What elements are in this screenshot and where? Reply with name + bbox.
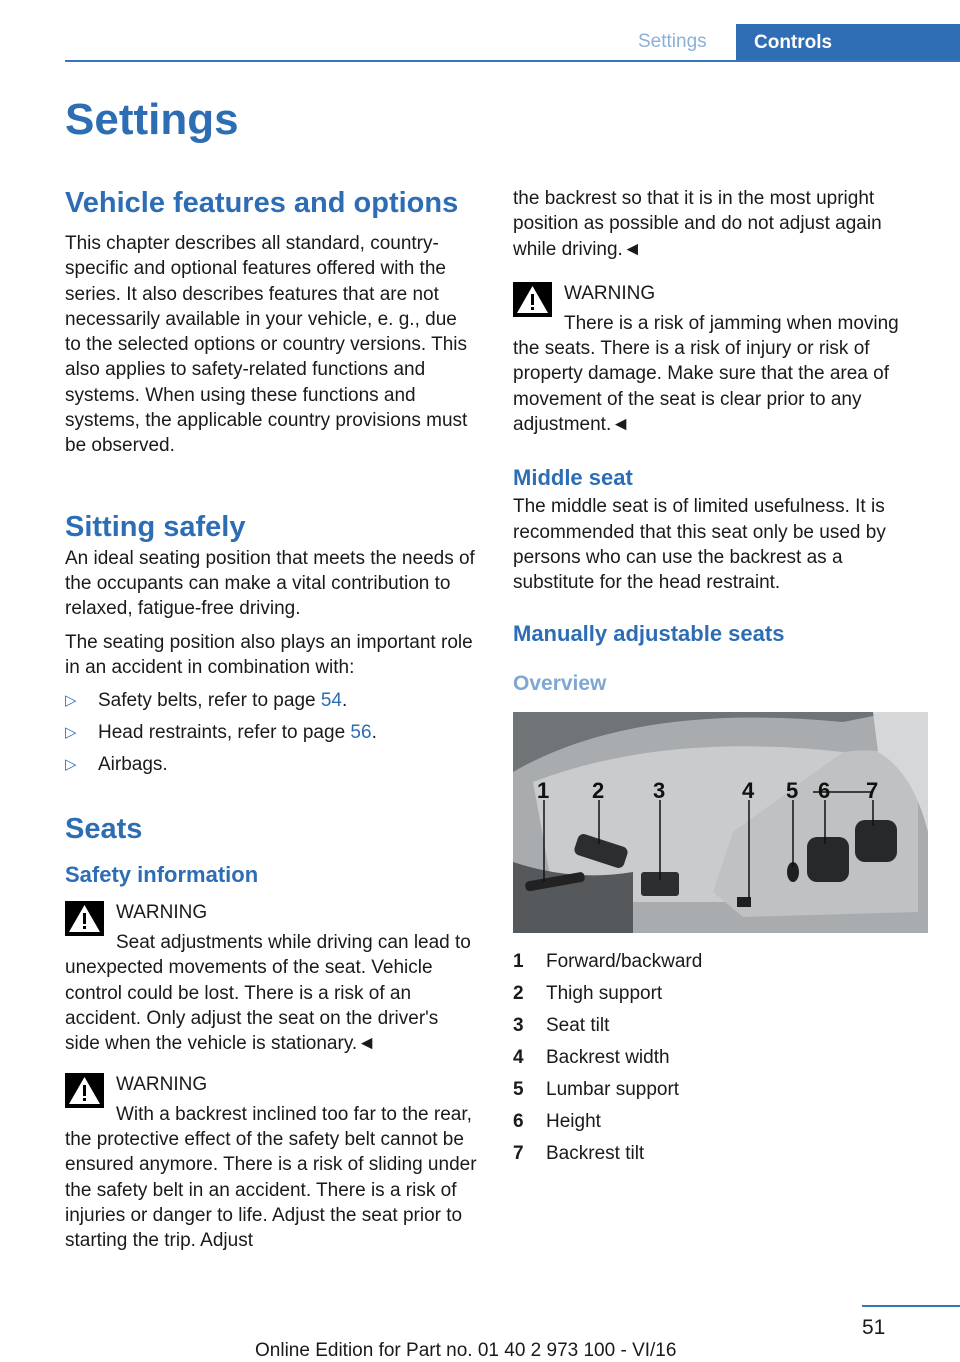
legend-item: 7 Backrest tilt <box>513 1142 645 1164</box>
callout-5: 5 <box>786 777 799 803</box>
bullet-triangle-icon: ▷ <box>65 692 77 710</box>
seat-controls-photo <box>513 712 928 933</box>
warning-block <box>65 899 477 1056</box>
list-item: ▷ Safety belts, refer to page 54. <box>65 690 348 712</box>
callout-7: 7 <box>866 777 879 803</box>
middle-seat-text: The middle seat is of limited usefulness. It is recommended that this seat only be used by persons who can use the backrest as a substitute for the head restraint. <box>513 496 886 594</box>
seat-controls-legend <box>513 946 928 1170</box>
callout-6: 6 <box>818 777 831 803</box>
sitting-safely-heading: Sitting safely <box>65 510 246 543</box>
legend-item: 5 Lumbar support <box>513 1078 680 1100</box>
middle-seat-heading: Middle seat <box>513 465 633 491</box>
callout-2: 2 <box>592 777 605 803</box>
warning-triangle-icon <box>65 1073 104 1108</box>
list-item: ▷ Head restraints, refer to page 56. <box>65 722 377 744</box>
page-number: 51 <box>862 1316 886 1339</box>
warning-triangle-icon <box>65 901 104 936</box>
warning-title: WARNING <box>564 282 656 304</box>
callout-3: 3 <box>653 777 666 803</box>
warning-triangle-icon <box>513 282 552 317</box>
left-column <box>65 185 477 1253</box>
warning-text: There is a risk of jamming when moving the seats. There is a risk of injury or risk of property damage. Make sure that the area of movement of the seat is clear prior to any adjustment.◄ <box>513 312 899 436</box>
seat-related-list <box>65 688 477 777</box>
edition-footer: Online Edition for Part no. 01 40 2 973 100 - VI/16 <box>255 1340 677 1361</box>
legend-item: 6 Height <box>513 1110 601 1132</box>
page-link-54[interactable]: 54 <box>320 690 342 712</box>
legend-item: 3 Seat tilt <box>513 1014 610 1036</box>
warning-block <box>65 1071 477 1254</box>
callout-4: 4 <box>742 777 755 803</box>
header-divider <box>65 60 960 62</box>
bullet-triangle-icon: ▷ <box>65 756 77 774</box>
sitting-safely-paragraph-2: The seating position also plays an important role in an accident in combination with: <box>65 631 473 678</box>
right-column <box>513 186 928 1170</box>
warning-block <box>513 280 928 437</box>
warning-title: WARNING <box>116 902 208 924</box>
seat-illustration <box>513 712 928 933</box>
bullet-triangle-icon: ▷ <box>65 724 77 742</box>
vehicle-features-text: This chapter describes all standard, country-specific and optional features offered with the series. It also describes features that are not necessarily available in your vehicle, e. g., due to the selected options or country versions. This also applies to safety-related functions and systems. When using these functions and systems, the applicable country provisions must be observed. <box>65 233 468 457</box>
legend-item: 1 Forward/backward <box>513 950 703 972</box>
footer-divider <box>862 1305 960 1307</box>
legend-item: 4 Backrest width <box>513 1046 670 1068</box>
legend-item: 2 Thigh support <box>513 982 663 1004</box>
safety-information-heading: Safety information <box>65 862 259 888</box>
callout-1: 1 <box>537 777 550 803</box>
list-item: ▷ Airbags. <box>65 754 168 776</box>
warning-text: Seat adjustments while driving can lead to unexpected movements of the seat. Vehicle control could be lost. There is a risk of an accident. Only adjust the seat on the driver's side when the vehicle is stationary.◄ <box>65 932 471 1055</box>
warning-text: With a backrest inclined too far to the rear, the protective effect of the safety belt cannot be ensured anymore. There is a risk of sliding under the safety belt in an accident. There is a risk of injuries or danger to life. Adjust the seat prior to starting the trip. Adjust <box>65 1103 477 1252</box>
seats-heading: Seats <box>65 813 143 846</box>
manual-seats-heading: Manually adjustable seats <box>513 620 785 646</box>
vehicle-features-heading: Vehicle features and options <box>65 187 459 219</box>
warning-title: WARNING <box>116 1073 208 1095</box>
continued-warning-text: the backrest so that it is in the most upright position as possible and do not adjust again while driving.◄ <box>513 188 882 260</box>
sitting-safely-paragraph-1: An ideal seating position that meets the needs of the occupants can make a vital contribution to relaxed, fatigue-free driving. <box>65 547 475 620</box>
page-title: Settings <box>65 95 239 144</box>
page-link-56[interactable]: 56 <box>350 722 372 744</box>
overview-subheading: Overview <box>513 671 607 695</box>
header-chapter-tab: Controls <box>736 24 960 62</box>
header-section-label: Settings <box>638 31 707 52</box>
